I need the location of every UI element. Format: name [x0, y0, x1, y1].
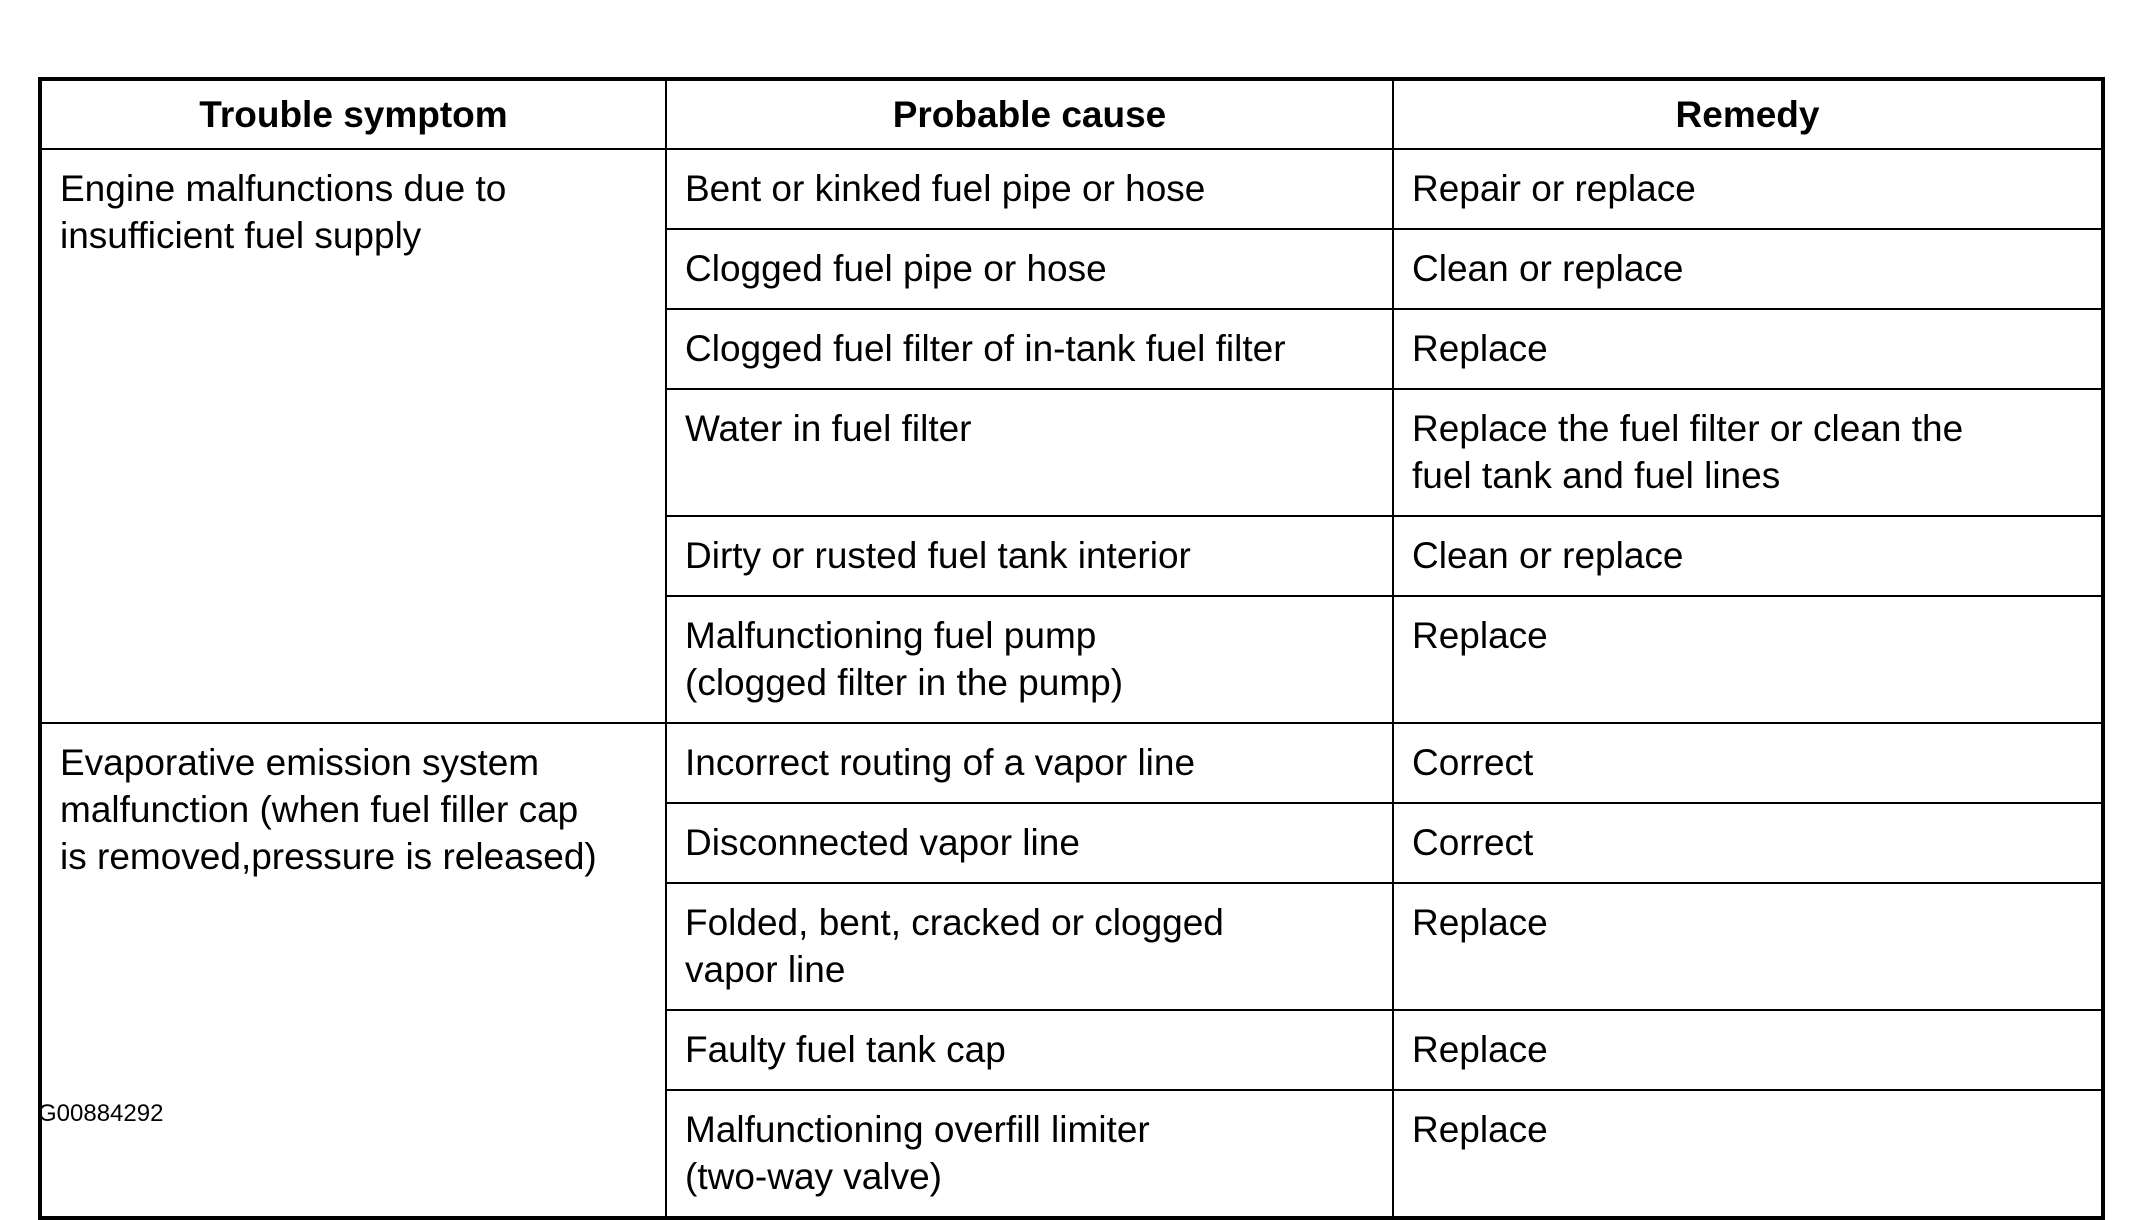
cause-cell: Clogged fuel pipe or hose	[666, 229, 1393, 309]
header-trouble-symptom: Trouble symptom	[40, 79, 666, 149]
cause-cell: Clogged fuel filter of in-tank fuel filter	[666, 309, 1393, 389]
remedy-cell: Replace	[1393, 1090, 2103, 1218]
troubleshooting-table-container	[38, 77, 2101, 1220]
cause-cell: Folded, bent, cracked or clogged vapor line	[666, 883, 1393, 1010]
figure-id-label: G00884292	[38, 1100, 164, 1127]
cause-cell: Disconnected vapor line	[666, 803, 1393, 883]
cause-cell: Malfunctioning fuel pump (clogged filter in the pump)	[666, 596, 1393, 723]
remedy-cell: Correct	[1393, 723, 2103, 803]
table-row	[40, 149, 2103, 229]
cause-cell: Malfunctioning overfill limiter (two-way valve)	[666, 1090, 1393, 1218]
header-remedy: Remedy	[1393, 79, 2103, 149]
remedy-cell: Clean or replace	[1393, 516, 2103, 596]
remedy-cell: Replace	[1393, 596, 2103, 723]
cause-cell: Dirty or rusted fuel tank interior	[666, 516, 1393, 596]
remedy-cell: Replace the fuel filter or clean the fuel tank and fuel lines	[1393, 389, 2103, 516]
remedy-cell: Replace	[1393, 883, 2103, 1010]
troubleshooting-table	[38, 77, 2105, 1220]
table-header-row	[40, 79, 2103, 149]
table-row	[40, 723, 2103, 803]
cause-cell: Faulty fuel tank cap	[666, 1010, 1393, 1090]
remedy-cell: Clean or replace	[1393, 229, 2103, 309]
remedy-cell: Replace	[1393, 1010, 2103, 1090]
cause-cell: Water in fuel filter	[666, 389, 1393, 516]
cause-cell: Incorrect routing of a vapor line	[666, 723, 1393, 803]
symptom-cell: Evaporative emission system malfunction (when fuel filler cap is removed,pressure is released)	[40, 723, 666, 1218]
remedy-cell: Repair or replace	[1393, 149, 2103, 229]
symptom-cell: Engine malfunctions due to insufficient fuel supply	[40, 149, 666, 723]
remedy-cell: Replace	[1393, 309, 2103, 389]
cause-cell: Bent or kinked fuel pipe or hose	[666, 149, 1393, 229]
header-probable-cause: Probable cause	[666, 79, 1393, 149]
remedy-cell: Correct	[1393, 803, 2103, 883]
